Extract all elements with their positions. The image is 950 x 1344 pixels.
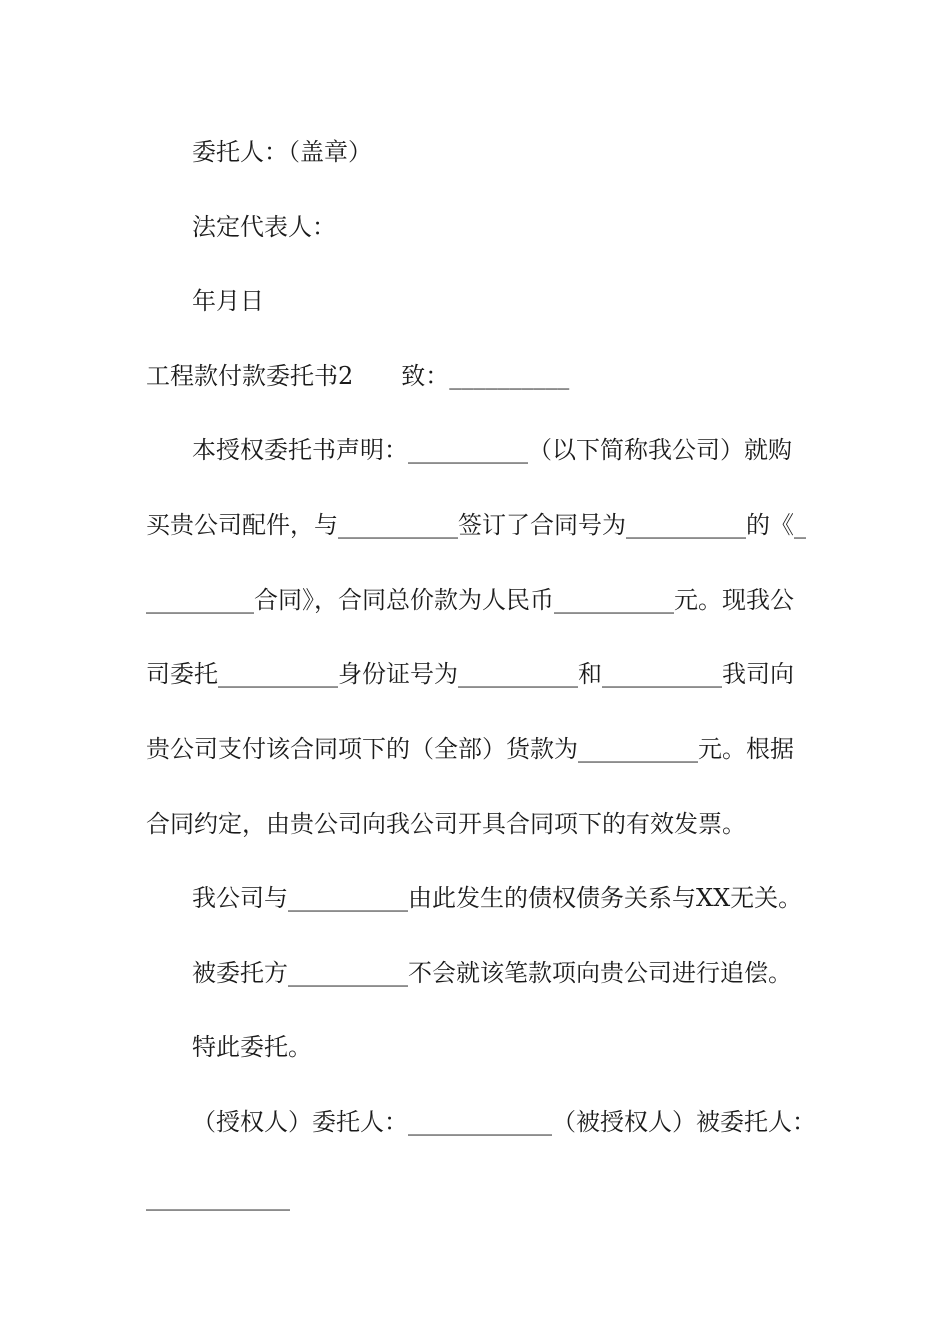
body-paragraph-line: 司委托__________身份证号为__________和__________我司向 bbox=[146, 660, 794, 688]
closing-line: 特此委托。 bbox=[192, 1033, 312, 1061]
parties-signature-line: （授权人）委托人：____________（被授权人）被委托人： bbox=[192, 1108, 816, 1136]
body-paragraph-line: 贵公司支付该合同项下的（全部）货款为__________元。根据 bbox=[146, 735, 794, 763]
legal-representative-line: 法定代表人： bbox=[192, 213, 336, 241]
body-paragraph-line: 合同约定，由贵公司向我公司开具合同项下的有效发票。 bbox=[146, 810, 746, 838]
body-paragraph-line: 本授权委托书声明：__________（以下简称我公司）就购 bbox=[192, 436, 792, 464]
statement-no-recourse: 被委托方__________不会就该笔款项向贵公司进行追偿。 bbox=[192, 959, 792, 987]
body-paragraph-line: 买贵公司配件，与__________签订了合同号为__________的《_ bbox=[146, 511, 806, 539]
parties-signature-blank: ____________ bbox=[146, 1183, 290, 1211]
principal-seal-line: 委托人：（盖章） bbox=[192, 138, 372, 166]
body-paragraph-line: _________合同》，合同总价款为人民币__________元。现我公 bbox=[146, 586, 794, 614]
date-line: 年月日 bbox=[192, 287, 264, 315]
document-title-line: 工程款付款委托书2 致：__________ bbox=[146, 362, 570, 390]
statement-no-relation: 我公司与__________由此发生的债权债务关系与XX无关。 bbox=[192, 884, 803, 912]
